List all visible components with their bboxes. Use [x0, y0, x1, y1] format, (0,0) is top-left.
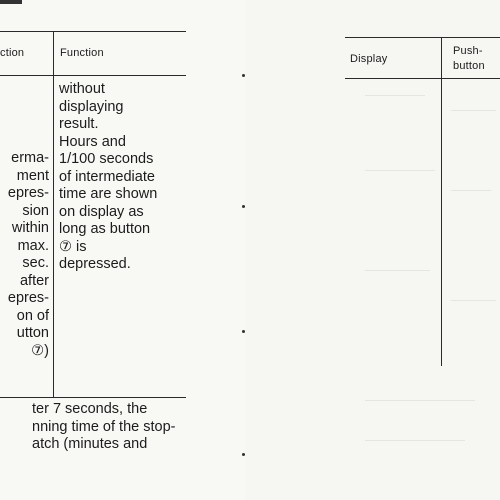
table-column-divider [441, 37, 442, 366]
bleed-through [451, 300, 496, 301]
header-action: ction [0, 47, 25, 59]
function-cell: without displaying result. Hours and 1/100 seconds of intermediate time are shown on display as long as button ⑦ is depressed. [59, 81, 158, 272]
bleed-through [365, 440, 465, 441]
table-header-border [345, 78, 500, 79]
table-top-border [0, 31, 186, 32]
table-header-border [0, 75, 186, 76]
table-column-divider [53, 31, 54, 397]
table-bottom-border [0, 397, 186, 398]
left-page [0, 0, 245, 500]
action-cell: erma- ment epres- sion within max. sec. after epres- on of utton ⑦) [7, 150, 49, 359]
bleed-through [451, 110, 496, 111]
bleed-through [451, 190, 491, 191]
bleed-through [365, 95, 425, 96]
header-pushbutton: Push- button [453, 45, 485, 72]
header-function: Function [60, 47, 104, 59]
bleed-through [365, 270, 430, 271]
corner-mark [0, 0, 22, 4]
right-page [245, 0, 500, 500]
table-top-border [345, 37, 500, 38]
bleed-through [365, 170, 435, 171]
body-paragraph: ter 7 seconds, the nning time of the stop- atch (minutes and [32, 401, 176, 452]
header-display: Display [350, 53, 388, 65]
bleed-through [365, 400, 475, 401]
